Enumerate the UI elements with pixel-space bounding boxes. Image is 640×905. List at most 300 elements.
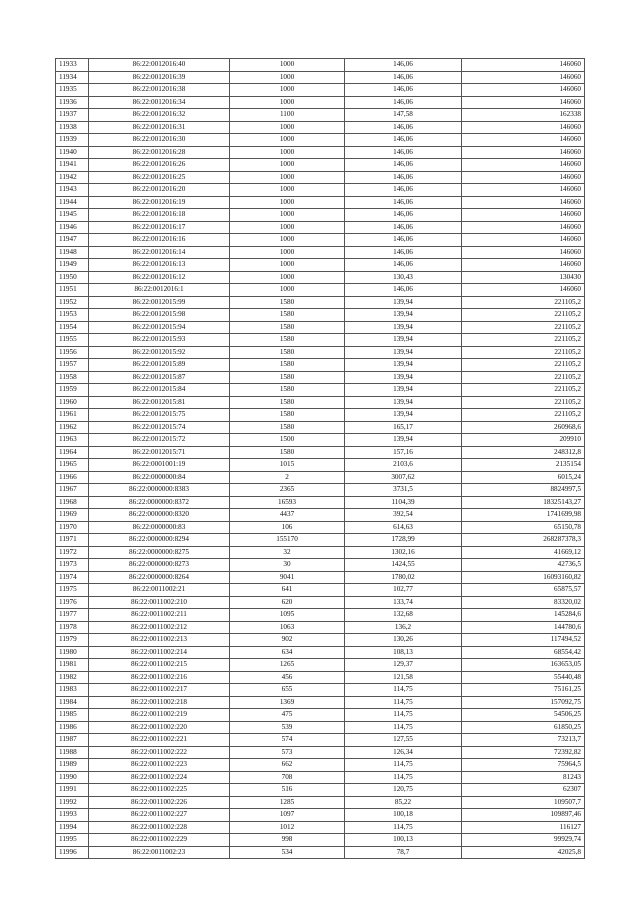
cadastral-number-cell: 86:22:0000000:8383	[89, 484, 230, 497]
cadastral-value-cell: 117494,52	[462, 634, 585, 647]
area-cell: 106	[230, 521, 345, 534]
row-number-cell: 11943	[56, 184, 89, 197]
cadastral-value-cell: 221105,2	[462, 409, 585, 422]
table-row	[56, 384, 585, 397]
area-cell: 1000	[230, 284, 345, 297]
area-cell: 1000	[230, 196, 345, 209]
cadastral-value-cell: 221105,2	[462, 309, 585, 322]
unit-value-cell: 139,94	[345, 384, 462, 397]
cadastral-value-cell: 146060	[462, 121, 585, 134]
area-cell: 1100	[230, 109, 345, 122]
cadastral-number-cell: 86:22:0012015:71	[89, 446, 230, 459]
area-cell: 1580	[230, 421, 345, 434]
row-number-cell: 11972	[56, 546, 89, 559]
cadastral-value-cell: 146060	[462, 96, 585, 109]
cadastral-number-cell: 86:22:0012016:28	[89, 146, 230, 159]
unit-value-cell: 120,75	[345, 784, 462, 797]
row-number-cell: 11937	[56, 109, 89, 122]
area-cell: 1000	[230, 209, 345, 222]
table-row	[56, 184, 585, 197]
table-row	[56, 684, 585, 697]
cadastral-number-cell: 86:22:0011002:223	[89, 759, 230, 772]
unit-value-cell: 3731,5	[345, 484, 462, 497]
unit-value-cell: 165,17	[345, 421, 462, 434]
unit-value-cell: 614,63	[345, 521, 462, 534]
table-row	[56, 746, 585, 759]
area-cell: 1500	[230, 434, 345, 447]
cadastral-number-cell: 86:22:0012016:34	[89, 96, 230, 109]
table-row	[56, 234, 585, 247]
cadastral-number-cell: 86:22:0011002:219	[89, 709, 230, 722]
cadastral-value-cell: 75964,5	[462, 759, 585, 772]
unit-value-cell: 121,58	[345, 671, 462, 684]
area-cell: 574	[230, 734, 345, 747]
cadastral-value-cell: 146060	[462, 234, 585, 247]
cadastral-value-cell: 73213,7	[462, 734, 585, 747]
table-row	[56, 309, 585, 322]
table-row	[56, 559, 585, 572]
table-row	[56, 846, 585, 859]
table-row	[56, 434, 585, 447]
table-row	[56, 546, 585, 559]
unit-value-cell: 85,22	[345, 796, 462, 809]
cadastral-value-cell: 221105,2	[462, 334, 585, 347]
cadastral-value-cell: 65875,57	[462, 584, 585, 597]
row-number-cell: 11990	[56, 771, 89, 784]
cadastral-value-cell: 146060	[462, 71, 585, 84]
cadastral-number-cell: 86:22:0011002:213	[89, 634, 230, 647]
area-cell: 2	[230, 471, 345, 484]
cadastral-number-cell: 86:22:0011002:226	[89, 796, 230, 809]
row-number-cell: 11970	[56, 521, 89, 534]
row-number-cell: 11996	[56, 846, 89, 859]
unit-value-cell: 78,7	[345, 846, 462, 859]
table-row	[56, 146, 585, 159]
area-cell: 1000	[230, 96, 345, 109]
cadastral-number-cell: 86:22:0012015:74	[89, 421, 230, 434]
unit-value-cell: 1780,02	[345, 571, 462, 584]
area-cell: 902	[230, 634, 345, 647]
row-number-cell: 11971	[56, 534, 89, 547]
table-row	[56, 584, 585, 597]
row-number-cell: 11936	[56, 96, 89, 109]
row-number-cell: 11963	[56, 434, 89, 447]
cadastral-value-cell: 62307	[462, 784, 585, 797]
row-number-cell: 11941	[56, 159, 89, 172]
row-number-cell: 11960	[56, 396, 89, 409]
unit-value-cell: 147,58	[345, 109, 462, 122]
table-row	[56, 421, 585, 434]
cadastral-value-cell: 209910	[462, 434, 585, 447]
unit-value-cell: 114,75	[345, 821, 462, 834]
cadastral-number-cell: 86:22:0000000:8275	[89, 546, 230, 559]
area-cell: 662	[230, 759, 345, 772]
row-number-cell: 11975	[56, 584, 89, 597]
cadastral-value-cell: 42736,5	[462, 559, 585, 572]
row-number-cell: 11957	[56, 359, 89, 372]
table-row	[56, 471, 585, 484]
cadastral-value-cell: 248312,8	[462, 446, 585, 459]
row-number-cell: 11968	[56, 496, 89, 509]
cadastral-number-cell: 86:22:0011002:214	[89, 646, 230, 659]
area-cell: 641	[230, 584, 345, 597]
unit-value-cell: 100,13	[345, 834, 462, 847]
unit-value-cell: 139,94	[345, 309, 462, 322]
area-cell: 30	[230, 559, 345, 572]
row-number-cell: 11950	[56, 271, 89, 284]
row-number-cell: 11978	[56, 621, 89, 634]
area-cell: 1000	[230, 121, 345, 134]
cadastral-value-cell: 99929,74	[462, 834, 585, 847]
area-cell: 1000	[230, 134, 345, 147]
area-cell: 1285	[230, 796, 345, 809]
cadastral-number-cell: 86:22:0001001:19	[89, 459, 230, 472]
cadastral-value-cell: 221105,2	[462, 384, 585, 397]
cadastral-number-cell: 86:22:0011002:23	[89, 846, 230, 859]
area-cell: 573	[230, 746, 345, 759]
cadastral-value-cell: 144780,6	[462, 621, 585, 634]
cadastral-number-cell: 86:22:0011002:217	[89, 684, 230, 697]
unit-value-cell: 114,75	[345, 759, 462, 772]
cadastral-number-cell: 86:22:0000000:8273	[89, 559, 230, 572]
cadastral-number-cell: 86:22:0011002:215	[89, 659, 230, 672]
unit-value-cell: 146,06	[345, 134, 462, 147]
unit-value-cell: 157,16	[345, 446, 462, 459]
row-number-cell: 11984	[56, 696, 89, 709]
cadastral-number-cell: 86:22:0012016:14	[89, 246, 230, 259]
row-number-cell: 11991	[56, 784, 89, 797]
cadastral-number-cell: 86:22:0012015:98	[89, 309, 230, 322]
row-number-cell: 11948	[56, 246, 89, 259]
table-row	[56, 221, 585, 234]
area-cell: 1369	[230, 696, 345, 709]
table-body	[56, 59, 585, 859]
unit-value-cell: 136,2	[345, 621, 462, 634]
area-cell: 32	[230, 546, 345, 559]
row-number-cell: 11979	[56, 634, 89, 647]
cadastral-value-table	[55, 58, 585, 859]
area-cell: 1012	[230, 821, 345, 834]
row-number-cell: 11951	[56, 284, 89, 297]
area-cell: 1000	[230, 59, 345, 72]
row-number-cell: 11956	[56, 346, 89, 359]
unit-value-cell: 139,94	[345, 346, 462, 359]
unit-value-cell: 139,94	[345, 371, 462, 384]
table-row	[56, 509, 585, 522]
row-number-cell: 11980	[56, 646, 89, 659]
cadastral-number-cell: 86:22:0011002:225	[89, 784, 230, 797]
table-row	[56, 734, 585, 747]
table-row	[56, 359, 585, 372]
row-number-cell: 11949	[56, 259, 89, 272]
area-cell: 1580	[230, 321, 345, 334]
row-number-cell: 11985	[56, 709, 89, 722]
cadastral-value-cell: 146060	[462, 146, 585, 159]
cadastral-number-cell: 86:22:0000000:8264	[89, 571, 230, 584]
unit-value-cell: 146,06	[345, 234, 462, 247]
row-number-cell: 11946	[56, 221, 89, 234]
row-number-cell: 11976	[56, 596, 89, 609]
row-number-cell: 11962	[56, 421, 89, 434]
unit-value-cell: 139,94	[345, 321, 462, 334]
cadastral-value-cell: 146060	[462, 134, 585, 147]
area-cell: 475	[230, 709, 345, 722]
row-number-cell: 11965	[56, 459, 89, 472]
cadastral-number-cell: 86:22:0012016:1	[89, 284, 230, 297]
cadastral-value-cell: 16093160,82	[462, 571, 585, 584]
unit-value-cell: 1728,99	[345, 534, 462, 547]
area-cell: 1000	[230, 146, 345, 159]
row-number-cell: 11961	[56, 409, 89, 422]
cadastral-number-cell: 86:22:0011002:228	[89, 821, 230, 834]
unit-value-cell: 130,26	[345, 634, 462, 647]
row-number-cell: 11974	[56, 571, 89, 584]
area-cell: 1580	[230, 334, 345, 347]
cadastral-number-cell: 86:22:0012015:99	[89, 296, 230, 309]
cadastral-value-cell: 75161,25	[462, 684, 585, 697]
cadastral-value-cell: 146060	[462, 84, 585, 97]
row-number-cell: 11987	[56, 734, 89, 747]
unit-value-cell: 146,06	[345, 246, 462, 259]
table-row	[56, 521, 585, 534]
area-cell: 539	[230, 721, 345, 734]
cadastral-number-cell: 86:22:0012016:40	[89, 59, 230, 72]
cadastral-value-cell: 130430	[462, 271, 585, 284]
cadastral-value-cell: 1741699,98	[462, 509, 585, 522]
area-cell: 534	[230, 846, 345, 859]
cadastral-value-cell: 68554,42	[462, 646, 585, 659]
unit-value-cell: 100,18	[345, 809, 462, 822]
cadastral-number-cell: 86:22:0011002:220	[89, 721, 230, 734]
table-row	[56, 196, 585, 209]
table-row	[56, 71, 585, 84]
cadastral-value-cell: 42025,8	[462, 846, 585, 859]
cadastral-number-cell: 86:22:0012016:30	[89, 134, 230, 147]
cadastral-value-cell: 221105,2	[462, 359, 585, 372]
unit-value-cell: 146,06	[345, 159, 462, 172]
table-row	[56, 296, 585, 309]
cadastral-number-cell: 86:22:0012016:18	[89, 209, 230, 222]
table-row	[56, 446, 585, 459]
row-number-cell: 11983	[56, 684, 89, 697]
row-number-cell: 11989	[56, 759, 89, 772]
table-row	[56, 121, 585, 134]
table-row	[56, 821, 585, 834]
row-number-cell: 11940	[56, 146, 89, 159]
table-row	[56, 334, 585, 347]
table-row	[56, 171, 585, 184]
cadastral-value-cell: 146060	[462, 184, 585, 197]
area-cell: 1580	[230, 446, 345, 459]
cadastral-value-cell: 146060	[462, 171, 585, 184]
cadastral-value-cell: 221105,2	[462, 321, 585, 334]
table-row	[56, 834, 585, 847]
unit-value-cell: 146,06	[345, 146, 462, 159]
area-cell: 16593	[230, 496, 345, 509]
area-cell: 1580	[230, 309, 345, 322]
area-cell: 1000	[230, 271, 345, 284]
cadastral-number-cell: 86:22:0012016:19	[89, 196, 230, 209]
table-row	[56, 209, 585, 222]
cadastral-value-cell: 146060	[462, 221, 585, 234]
cadastral-number-cell: 86:22:0011002:227	[89, 809, 230, 822]
unit-value-cell: 146,06	[345, 259, 462, 272]
cadastral-number-cell: 86:22:0012015:75	[89, 409, 230, 422]
table-row	[56, 784, 585, 797]
row-number-cell: 11942	[56, 171, 89, 184]
table-row	[56, 796, 585, 809]
area-cell: 1580	[230, 384, 345, 397]
cadastral-number-cell: 86:22:0011002:218	[89, 696, 230, 709]
row-number-cell: 11977	[56, 609, 89, 622]
unit-value-cell: 127,55	[345, 734, 462, 747]
cadastral-value-cell: 157092,75	[462, 696, 585, 709]
area-cell: 1580	[230, 359, 345, 372]
row-number-cell: 11952	[56, 296, 89, 309]
cadastral-value-cell: 146060	[462, 196, 585, 209]
cadastral-value-cell: 260968,6	[462, 421, 585, 434]
area-cell: 1580	[230, 396, 345, 409]
table-row	[56, 759, 585, 772]
table-row	[56, 534, 585, 547]
cadastral-number-cell: 86:22:0011002:211	[89, 609, 230, 622]
cadastral-value-cell: 55440,48	[462, 671, 585, 684]
cadastral-number-cell: 86:22:0011002:216	[89, 671, 230, 684]
unit-value-cell: 146,06	[345, 184, 462, 197]
row-number-cell: 11935	[56, 84, 89, 97]
unit-value-cell: 139,94	[345, 334, 462, 347]
cadastral-value-cell: 146060	[462, 259, 585, 272]
table-row	[56, 96, 585, 109]
row-number-cell: 11969	[56, 509, 89, 522]
cadastral-value-cell: 41669,12	[462, 546, 585, 559]
unit-value-cell: 139,94	[345, 296, 462, 309]
table-row	[56, 809, 585, 822]
table-row	[56, 721, 585, 734]
row-number-cell: 11938	[56, 121, 89, 134]
row-number-cell: 11945	[56, 209, 89, 222]
area-cell: 1000	[230, 184, 345, 197]
cadastral-value-cell: 2135154	[462, 459, 585, 472]
row-number-cell: 11955	[56, 334, 89, 347]
cadastral-value-cell: 116127	[462, 821, 585, 834]
cadastral-value-cell: 54506,25	[462, 709, 585, 722]
cadastral-number-cell: 86:22:0011002:224	[89, 771, 230, 784]
cadastral-value-cell: 145284,6	[462, 609, 585, 622]
area-cell: 620	[230, 596, 345, 609]
unit-value-cell: 3007,62	[345, 471, 462, 484]
row-number-cell: 11939	[56, 134, 89, 147]
area-cell: 1580	[230, 296, 345, 309]
unit-value-cell: 114,75	[345, 709, 462, 722]
area-cell: 1095	[230, 609, 345, 622]
table-row	[56, 646, 585, 659]
area-cell: 1015	[230, 459, 345, 472]
cadastral-number-cell: 86:22:0011002:212	[89, 621, 230, 634]
cadastral-value-cell: 146060	[462, 209, 585, 222]
unit-value-cell: 146,06	[345, 121, 462, 134]
cadastral-number-cell: 86:22:0012016:20	[89, 184, 230, 197]
cadastral-value-cell: 221105,2	[462, 396, 585, 409]
unit-value-cell: 132,68	[345, 609, 462, 622]
row-number-cell: 11988	[56, 746, 89, 759]
area-cell: 998	[230, 834, 345, 847]
table-row	[56, 771, 585, 784]
cadastral-value-cell: 109507,7	[462, 796, 585, 809]
cadastral-number-cell: 86:22:0012015:93	[89, 334, 230, 347]
row-number-cell: 11973	[56, 559, 89, 572]
table-row	[56, 571, 585, 584]
table-row	[56, 596, 585, 609]
row-number-cell: 11994	[56, 821, 89, 834]
cadastral-number-cell: 86:22:0000000:8320	[89, 509, 230, 522]
cadastral-number-cell: 86:22:0012016:38	[89, 84, 230, 97]
cadastral-number-cell: 86:22:0000000:8372	[89, 496, 230, 509]
cadastral-number-cell: 86:22:0012016:12	[89, 271, 230, 284]
table-row	[56, 84, 585, 97]
row-number-cell: 11934	[56, 71, 89, 84]
area-cell: 708	[230, 771, 345, 784]
table-row	[56, 109, 585, 122]
unit-value-cell: 1424,55	[345, 559, 462, 572]
row-number-cell: 11966	[56, 471, 89, 484]
cadastral-number-cell: 86:22:0012016:13	[89, 259, 230, 272]
table-row	[56, 159, 585, 172]
cadastral-value-cell: 268287378,3	[462, 534, 585, 547]
area-cell: 1000	[230, 221, 345, 234]
row-number-cell: 11947	[56, 234, 89, 247]
cadastral-number-cell: 86:22:0012015:81	[89, 396, 230, 409]
area-cell: 4437	[230, 509, 345, 522]
cadastral-number-cell: 86:22:0011002:21	[89, 584, 230, 597]
unit-value-cell: 146,06	[345, 284, 462, 297]
table-row	[56, 671, 585, 684]
table-row	[56, 134, 585, 147]
cadastral-value-cell: 221105,2	[462, 371, 585, 384]
table-row	[56, 621, 585, 634]
table-row	[56, 496, 585, 509]
unit-value-cell: 114,75	[345, 684, 462, 697]
cadastral-number-cell: 86:22:0012015:72	[89, 434, 230, 447]
area-cell: 9041	[230, 571, 345, 584]
area-cell: 1000	[230, 84, 345, 97]
cadastral-value-cell: 109897,46	[462, 809, 585, 822]
table-row	[56, 609, 585, 622]
table-row	[56, 709, 585, 722]
row-number-cell: 11981	[56, 659, 89, 672]
table-row	[56, 696, 585, 709]
row-number-cell: 11959	[56, 384, 89, 397]
cadastral-number-cell: 86:22:0012015:94	[89, 321, 230, 334]
cadastral-value-cell: 163653,05	[462, 659, 585, 672]
row-number-cell: 11953	[56, 309, 89, 322]
area-cell: 1000	[230, 171, 345, 184]
cadastral-value-cell: 146060	[462, 59, 585, 72]
row-number-cell: 11986	[56, 721, 89, 734]
cadastral-value-cell: 72392,82	[462, 746, 585, 759]
area-cell: 1000	[230, 159, 345, 172]
unit-value-cell: 1302,16	[345, 546, 462, 559]
unit-value-cell: 139,94	[345, 396, 462, 409]
table-row	[56, 371, 585, 384]
row-number-cell: 11944	[56, 196, 89, 209]
area-cell: 634	[230, 646, 345, 659]
cadastral-number-cell: 86:22:0011002:221	[89, 734, 230, 747]
area-cell: 516	[230, 784, 345, 797]
cadastral-number-cell: 86:22:0012016:16	[89, 234, 230, 247]
cadastral-number-cell: 86:22:0000000:83	[89, 521, 230, 534]
cadastral-value-cell: 18325143,27	[462, 496, 585, 509]
